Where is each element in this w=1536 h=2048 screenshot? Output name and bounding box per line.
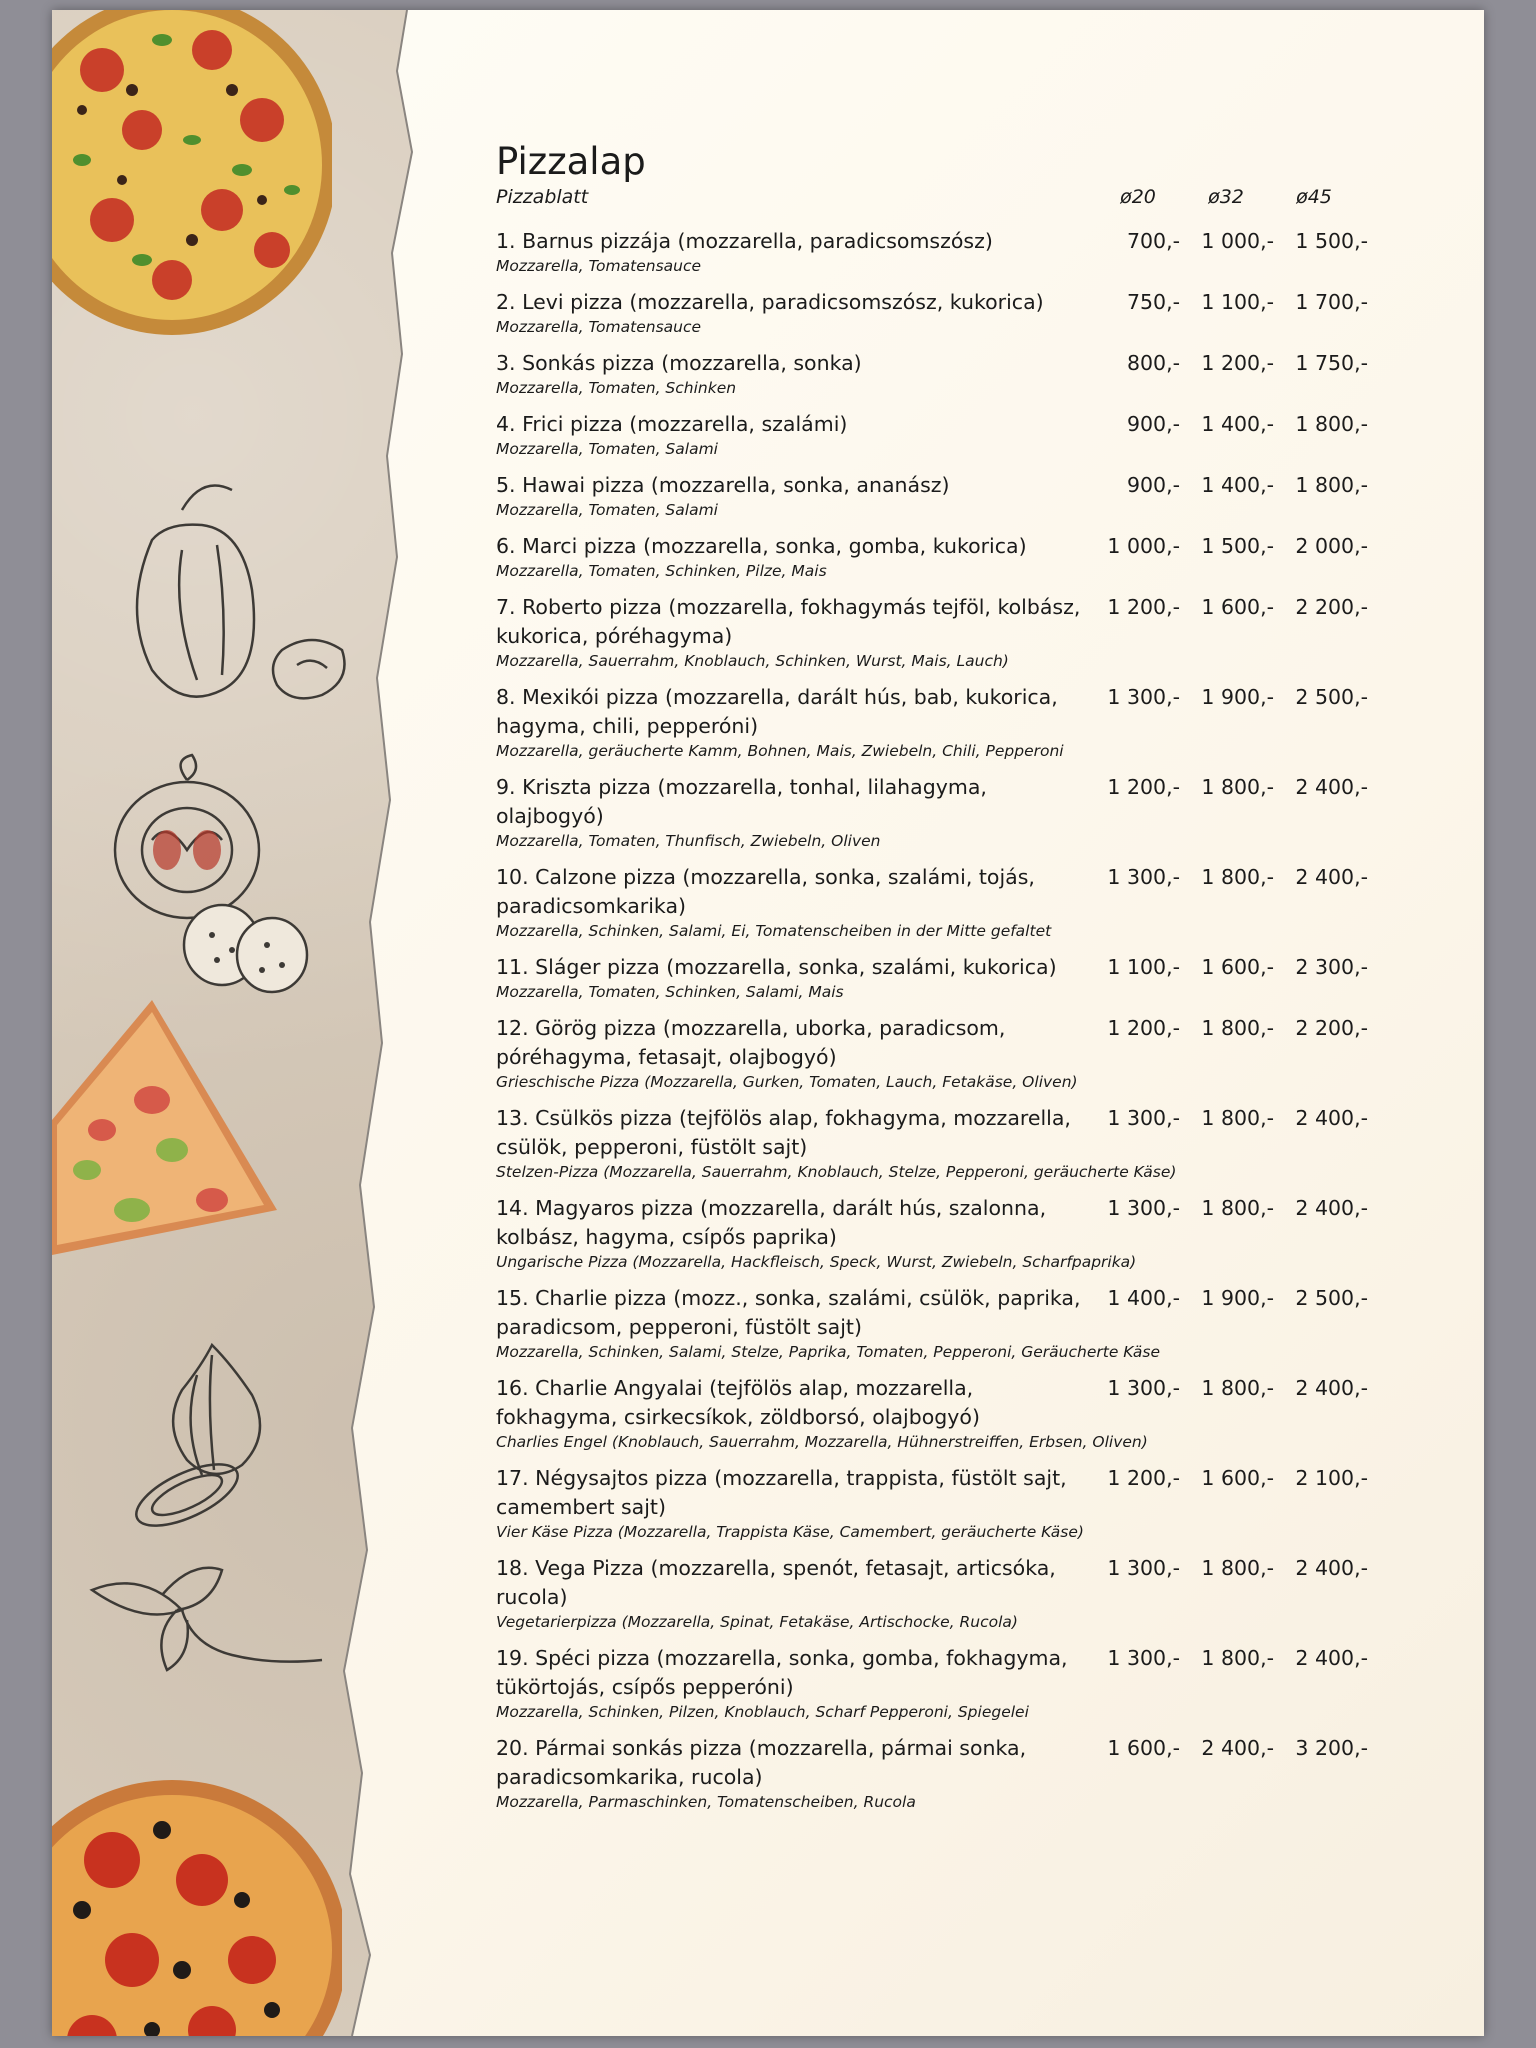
menu-item bbox=[496, 1554, 1416, 1633]
price-20: 1 100,- bbox=[1107, 955, 1180, 979]
menu-item-row bbox=[496, 1104, 1416, 1162]
price-20: 1 300,- bbox=[1107, 1196, 1180, 1220]
menu-item-name: 15. Charlie pizza (mozz., sonka, szalámi, csülök, paprika, paradicsom, pepperoni, füstölt sajt) bbox=[496, 1286, 1081, 1339]
size-label-20: ø20 bbox=[1120, 186, 1156, 208]
price-45: 1 500,- bbox=[1295, 229, 1368, 253]
price-32: 1 900,- bbox=[1201, 1286, 1274, 1310]
menu-item-description: Mozzarella, Parmaschinken, Tomatenscheiben, Rucola bbox=[496, 1793, 916, 1811]
price-45: 2 400,- bbox=[1295, 1106, 1368, 1130]
price-45: 1 750,- bbox=[1295, 351, 1368, 375]
menu-item-description: Vegetarierpizza (Mozzarella, Spinat, Fetakäse, Artischocke, Rucola) bbox=[496, 1613, 1018, 1631]
menu-item-name: 10. Calzone pizza (mozzarella, sonka, szalámi, tojás, paradicsomkarika) bbox=[496, 865, 1035, 918]
price-32: 1 600,- bbox=[1201, 1466, 1274, 1490]
menu-item bbox=[496, 953, 1416, 1003]
price-32: 1 500,- bbox=[1201, 534, 1274, 558]
price-45: 1 700,- bbox=[1295, 290, 1368, 314]
menu-item-list bbox=[496, 227, 1416, 1813]
menu-item bbox=[496, 288, 1416, 338]
menu-item-description: Mozzarella, Tomaten, Salami bbox=[496, 440, 718, 458]
price-20: 1 300,- bbox=[1107, 1376, 1180, 1400]
menu-item-name: 16. Charlie Angyalai (tejfölös alap, mozzarella, fokhagyma, csirkecsíkok, zöldborsó, olajbogyó) bbox=[496, 1376, 980, 1429]
menu-page bbox=[52, 10, 1484, 2036]
price-20: 1 300,- bbox=[1107, 865, 1180, 889]
price-45: 2 500,- bbox=[1295, 685, 1368, 709]
menu-item-description: Mozzarella, Tomaten, Schinken, Salami, Mais bbox=[496, 983, 844, 1001]
pizza-top-image bbox=[52, 10, 332, 350]
menu-item-description: Mozzarella, Tomatensauce bbox=[496, 318, 702, 336]
price-20: 700,- bbox=[1126, 229, 1180, 253]
price-45: 1 800,- bbox=[1295, 412, 1368, 436]
menu-item-description: Stelzen-Pizza (Mozzarella, Sauerrahm, Knoblauch, Stelze, Pepperoni, geräucherte Käse) bbox=[496, 1163, 1177, 1181]
menu-item bbox=[496, 349, 1416, 399]
menu-item-description: Mozzarella, Tomaten, Salami bbox=[496, 501, 718, 519]
price-32: 1 800,- bbox=[1201, 1196, 1274, 1220]
menu-header-row bbox=[496, 186, 1416, 216]
menu-item-row bbox=[496, 288, 1416, 317]
menu-item-name: 9. Kriszta pizza (mozzarella, tonhal, lilahagyma, olajbogyó) bbox=[496, 775, 987, 828]
menu-item-row bbox=[496, 410, 1416, 439]
menu-item bbox=[496, 471, 1416, 521]
menu-item-row bbox=[496, 532, 1416, 561]
menu-item-description: Grieschische Pizza (Mozzarella, Gurken, Tomaten, Lauch, Fetakäse, Oliven) bbox=[496, 1073, 1078, 1091]
pepper-sketch bbox=[112, 470, 352, 720]
price-45: 2 300,- bbox=[1295, 955, 1368, 979]
price-45: 2 400,- bbox=[1295, 1646, 1368, 1670]
price-32: 1 800,- bbox=[1201, 1106, 1274, 1130]
menu-item-name: 3. Sonkás pizza (mozzarella, sonka) bbox=[496, 351, 862, 375]
menu-item bbox=[496, 683, 1416, 762]
menu-item-row bbox=[496, 683, 1416, 741]
price-45: 2 500,- bbox=[1295, 1286, 1368, 1310]
menu-item-description: Mozzarella, Tomatensauce bbox=[496, 257, 702, 275]
menu-item-name: 13. Csülkös pizza (tejfölös alap, fokhagyma, mozzarella, csülök, pepperoni, füstölt sajt) bbox=[496, 1106, 1071, 1159]
menu-item-name: 20. Pármai sonkás pizza (mozzarella, pármai sonka, paradicsomkarika, rucola) bbox=[496, 1736, 1027, 1789]
menu-item-row bbox=[496, 1554, 1416, 1612]
price-45: 1 800,- bbox=[1295, 473, 1368, 497]
price-20: 1 300,- bbox=[1107, 1646, 1180, 1670]
menu-item-description: Charlies Engel (Knoblauch, Sauerrahm, Mozzarella, Hühnerstreiffen, Erbsen, Oliven) bbox=[496, 1433, 1148, 1451]
menu-item-description: Mozzarella, Tomaten, Schinken bbox=[496, 379, 737, 397]
price-20: 1 000,- bbox=[1107, 534, 1180, 558]
price-32: 1 800,- bbox=[1201, 1016, 1274, 1040]
onion-sketch bbox=[102, 1335, 322, 1535]
price-45: 2 400,- bbox=[1295, 1376, 1368, 1400]
menu-item bbox=[496, 1104, 1416, 1183]
menu-item-description: Ungarische Pizza (Mozzarella, Hackfleisch, Speck, Wurst, Zwiebeln, Scharfpaprika) bbox=[496, 1253, 1137, 1271]
price-32: 1 100,- bbox=[1201, 290, 1274, 314]
price-45: 2 200,- bbox=[1295, 1016, 1368, 1040]
menu-item bbox=[496, 1194, 1416, 1273]
price-32: 1 800,- bbox=[1201, 1556, 1274, 1580]
menu-item-row bbox=[496, 471, 1416, 500]
price-45: 3 200,- bbox=[1295, 1736, 1368, 1760]
menu-item-name: 17. Négysajtos pizza (mozzarella, trappista, füstölt sajt, camembert sajt) bbox=[496, 1466, 1067, 1519]
price-45: 2 100,- bbox=[1295, 1466, 1368, 1490]
menu-item-name: 4. Frici pizza (mozzarella, szalámi) bbox=[496, 412, 848, 436]
menu-subtitle: Pizzablatt bbox=[496, 186, 589, 208]
menu-item-name: 11. Sláger pizza (mozzarella, sonka, szalámi, kukorica) bbox=[496, 955, 1057, 979]
price-32: 1 200,- bbox=[1201, 351, 1274, 375]
menu-item bbox=[496, 1644, 1416, 1723]
menu-item-description: Mozzarella, geräucherte Kamm, Bohnen, Mais, Zwiebeln, Chili, Pepperoni bbox=[496, 742, 1064, 760]
menu-item bbox=[496, 1734, 1416, 1813]
price-45: 2 000,- bbox=[1295, 534, 1368, 558]
price-20: 1 200,- bbox=[1107, 595, 1180, 619]
price-32: 2 400,- bbox=[1201, 1736, 1274, 1760]
menu-item bbox=[496, 1014, 1416, 1093]
price-20: 900,- bbox=[1126, 412, 1180, 436]
menu-item-row bbox=[496, 1644, 1416, 1702]
price-20: 1 300,- bbox=[1107, 1106, 1180, 1130]
menu-item-row bbox=[496, 953, 1416, 982]
menu-item-name: 18. Vega Pizza (mozzarella, spenót, fetasajt, articsóka, rucola) bbox=[496, 1556, 1056, 1609]
pizza-bottom-image bbox=[52, 1770, 342, 2036]
menu-item-name: 8. Mexikói pizza (mozzarella, darált hús, bab, kukorica, hagyma, chili, pepperóni) bbox=[496, 685, 1058, 738]
price-45: 2 200,- bbox=[1295, 595, 1368, 619]
menu-item-description: Mozzarella, Sauerrahm, Knoblauch, Schinken, Wurst, Mais, Lauch) bbox=[496, 652, 1009, 670]
price-20: 750,- bbox=[1126, 290, 1180, 314]
menu-item bbox=[496, 1284, 1416, 1363]
menu-item-name: 7. Roberto pizza (mozzarella, fokhagymás tejföl, kolbász, kukorica, póréhagyma) bbox=[496, 595, 1081, 648]
pizza-slice-image bbox=[52, 1000, 282, 1270]
menu-item-name: 6. Marci pizza (mozzarella, sonka, gomba, kukorica) bbox=[496, 534, 1027, 558]
menu-item-description: Mozzarella, Schinken, Pilzen, Knoblauch, Scharf Pepperoni, Spiegelei bbox=[496, 1703, 1029, 1721]
menu-item-row bbox=[496, 1374, 1416, 1432]
menu-item-name: 1. Barnus pizzája (mozzarella, paradicsomszósz) bbox=[496, 229, 993, 253]
menu-item-row bbox=[496, 1464, 1416, 1522]
menu-item bbox=[496, 410, 1416, 460]
price-45: 2 400,- bbox=[1295, 775, 1368, 799]
menu-item-description: Mozzarella, Schinken, Salami, Stelze, Paprika, Tomaten, Pepperoni, Geräucherte Käse bbox=[496, 1343, 1161, 1361]
menu-title: Pizzalap bbox=[496, 140, 646, 183]
price-45: 2 400,- bbox=[1295, 1556, 1368, 1580]
price-20: 800,- bbox=[1126, 351, 1180, 375]
menu-item-row bbox=[496, 1734, 1416, 1792]
size-label-45: ø45 bbox=[1296, 186, 1332, 208]
menu-item bbox=[496, 227, 1416, 277]
menu-item bbox=[496, 773, 1416, 852]
menu-item-row bbox=[496, 1284, 1416, 1342]
price-32: 1 600,- bbox=[1201, 955, 1274, 979]
menu-item-description: Mozzarella, Schinken, Salami, Ei, Tomatenscheiben in der Mitte gefaltet bbox=[496, 922, 1052, 940]
size-label-32: ø32 bbox=[1208, 186, 1244, 208]
menu-item bbox=[496, 532, 1416, 582]
menu-item-description: Mozzarella, Tomaten, Schinken, Pilze, Mais bbox=[496, 562, 827, 580]
menu-item-row bbox=[496, 863, 1416, 921]
menu-item-name: 5. Hawai pizza (mozzarella, sonka, ananász) bbox=[496, 473, 950, 497]
menu-item-row bbox=[496, 773, 1416, 831]
price-45: 2 400,- bbox=[1295, 1196, 1368, 1220]
menu-item-name: 12. Görög pizza (mozzarella, uborka, paradicsom, póréhagyma, fetasajt, olajbogyó) bbox=[496, 1016, 1006, 1069]
menu-item-description: Vier Käse Pizza (Mozzarella, Trappista Käse, Camembert, geräucherte Käse) bbox=[496, 1523, 1084, 1541]
menu-item-name: 19. Spéci pizza (mozzarella, sonka, gomba, fokhagyma, tükörtojás, csípős pepperóni) bbox=[496, 1646, 1068, 1699]
menu-item-row bbox=[496, 1194, 1416, 1252]
price-20: 1 600,- bbox=[1107, 1736, 1180, 1760]
price-45: 2 400,- bbox=[1295, 865, 1368, 889]
price-32: 1 900,- bbox=[1201, 685, 1274, 709]
price-32: 1 400,- bbox=[1201, 412, 1274, 436]
price-20: 1 200,- bbox=[1107, 1466, 1180, 1490]
menu-item bbox=[496, 863, 1416, 942]
price-32: 1 000,- bbox=[1201, 229, 1274, 253]
menu-content bbox=[496, 140, 1416, 1813]
price-20: 1 200,- bbox=[1107, 1016, 1180, 1040]
price-32: 1 400,- bbox=[1201, 473, 1274, 497]
price-32: 1 800,- bbox=[1201, 1376, 1274, 1400]
price-20: 900,- bbox=[1126, 473, 1180, 497]
price-32: 1 800,- bbox=[1201, 775, 1274, 799]
price-20: 1 300,- bbox=[1107, 1556, 1180, 1580]
menu-item-row bbox=[496, 227, 1416, 256]
menu-item-name: 14. Magyaros pizza (mozzarella, darált hús, szalonna, kolbász, hagyma, csípős paprika) bbox=[496, 1196, 1047, 1249]
menu-item-row bbox=[496, 1014, 1416, 1072]
menu-item bbox=[496, 593, 1416, 672]
salami-sketch bbox=[177, 890, 317, 1000]
menu-item bbox=[496, 1464, 1416, 1543]
menu-item-description: Mozzarella, Tomaten, Thunfisch, Zwiebeln, Oliven bbox=[496, 832, 881, 850]
price-20: 1 200,- bbox=[1107, 775, 1180, 799]
price-20: 1 400,- bbox=[1107, 1286, 1180, 1310]
basil-sketch bbox=[82, 1555, 332, 1685]
price-32: 1 800,- bbox=[1201, 1646, 1274, 1670]
price-20: 1 300,- bbox=[1107, 685, 1180, 709]
price-32: 1 800,- bbox=[1201, 865, 1274, 889]
menu-item-row bbox=[496, 349, 1416, 378]
menu-item bbox=[496, 1374, 1416, 1453]
menu-item-name: 2. Levi pizza (mozzarella, paradicsomszósz, kukorica) bbox=[496, 290, 1044, 314]
menu-item-row bbox=[496, 593, 1416, 651]
price-32: 1 600,- bbox=[1201, 595, 1274, 619]
